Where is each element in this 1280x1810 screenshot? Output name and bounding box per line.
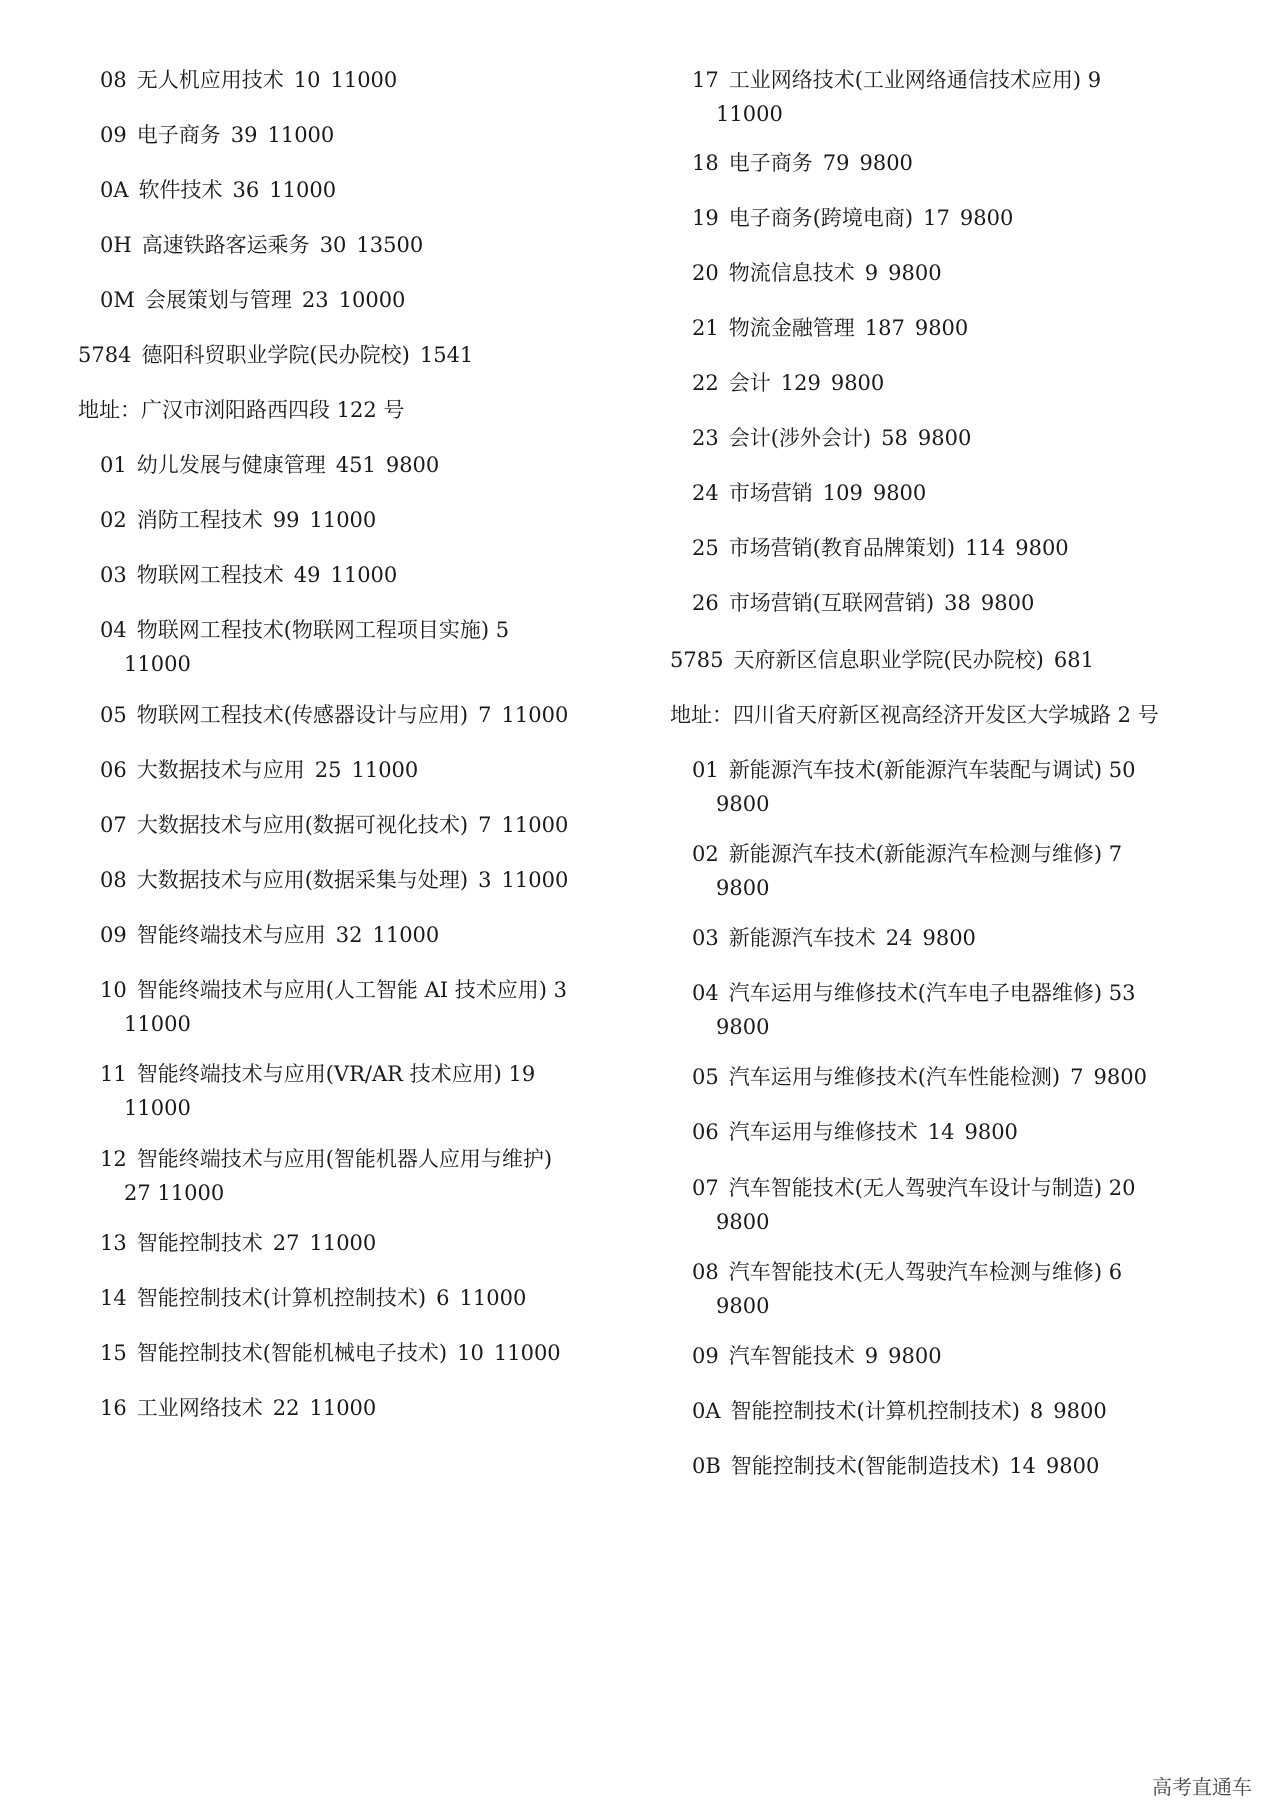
major-fee: 9800 [1015, 536, 1069, 560]
major-entry [100, 918, 439, 952]
major-entry [100, 283, 405, 317]
address-text: 地址：广汉市浏阳路西四段 122 号 [78, 398, 405, 422]
major-entry [100, 503, 376, 537]
school-address [670, 698, 1159, 732]
major-code: 05 [692, 1065, 719, 1089]
major-name: 电子商务 [136, 123, 221, 147]
major-line2: 27 11000 [124, 1181, 225, 1205]
major-code: 03 [100, 563, 127, 587]
major-code: 07 [100, 813, 127, 837]
major-count: 23 [301, 288, 329, 312]
major-count: 99 [272, 508, 300, 532]
major-code: 22 [692, 371, 719, 395]
major-entry [100, 808, 568, 842]
school-name: 德阳科贸职业学院(民办院校) [141, 343, 410, 367]
major-entry [100, 1226, 376, 1260]
major-code: 09 [100, 923, 127, 947]
major-code: 01 [100, 453, 127, 477]
major-entry [100, 173, 336, 207]
major-code: 13 [100, 1231, 127, 1255]
school-code: 5784 [78, 343, 132, 367]
major-code: 04 [100, 618, 127, 642]
major-fee: 9800 [922, 926, 976, 950]
major-fee: 11000 [267, 123, 335, 147]
major-entry [692, 201, 1013, 235]
major-count: 49 [293, 563, 321, 587]
major-entry [100, 973, 567, 1041]
major-entry [692, 1255, 1122, 1323]
major-fee: 11000 [309, 1396, 377, 1420]
major-entry [100, 118, 334, 152]
major-count: 79 [822, 151, 850, 175]
major-line1: 新能源汽车技术(新能源汽车装配与调试) 50 [728, 758, 1136, 782]
major-name: 汽车智能技术 [728, 1344, 855, 1368]
major-fee: 11000 [493, 1341, 561, 1365]
major-code: 09 [100, 123, 127, 147]
major-fee: 9800 [385, 453, 440, 477]
major-name: 市场营销(互联网营销) [728, 591, 935, 615]
major-entry [100, 448, 439, 482]
major-name: 智能控制技术 [136, 1231, 263, 1255]
major-count: 10 [457, 1341, 484, 1365]
major-code: 0B [692, 1454, 721, 1478]
major-count: 58 [881, 426, 908, 450]
major-count: 14 [927, 1120, 955, 1144]
major-count: 17 [923, 206, 950, 230]
major-count: 38 [944, 591, 971, 615]
major-line1: 智能终端技术与应用(人工智能 AI 技术应用) 3 [136, 978, 567, 1002]
major-name: 汽车运用与维修技术 [728, 1120, 918, 1144]
major-fee: 9800 [859, 151, 913, 175]
major-fee: 11000 [372, 923, 440, 947]
major-count: 7 [478, 813, 492, 837]
major-fee: 11000 [309, 1231, 377, 1255]
major-fee: 9800 [917, 426, 972, 450]
major-name: 智能控制技术(计算机控制技术) [730, 1399, 1020, 1423]
major-count: 27 [272, 1231, 300, 1255]
major-line1: 汽车智能技术(无人驾驶汽车检测与维修) 6 [728, 1260, 1123, 1284]
major-name: 会计 [728, 371, 771, 395]
major-fee: 9800 [964, 1120, 1018, 1144]
major-count: 14 [1009, 1454, 1036, 1478]
major-name: 工业网络技术 [136, 1396, 263, 1420]
major-count: 32 [335, 923, 363, 947]
major-count: 25 [314, 758, 342, 782]
major-code: 12 [100, 1147, 127, 1171]
major-code: 09 [692, 1344, 719, 1368]
major-code: 0M [100, 288, 135, 312]
major-name: 物联网工程技术(传感器设计与应用) [136, 703, 469, 727]
major-fee: 9800 [830, 371, 885, 395]
major-fee: 9800 [959, 206, 1014, 230]
major-name: 会展策划与管理 [144, 288, 292, 312]
major-name: 市场营销(教育品牌策划) [728, 536, 956, 560]
major-code: 08 [100, 868, 127, 892]
major-name: 大数据技术与应用(数据采集与处理) [136, 868, 469, 892]
major-fee: 9800 [1053, 1399, 1107, 1423]
school-heading [670, 643, 1094, 677]
major-entry [692, 256, 942, 290]
major-code: 04 [692, 981, 719, 1005]
major-count: 9 [864, 1344, 879, 1368]
major-entry [692, 311, 968, 345]
major-code: 23 [692, 426, 719, 450]
major-line1: 智能终端技术与应用(VR/AR 技术应用) 19 [136, 1062, 536, 1086]
major-code: 11 [100, 1062, 127, 1086]
major-code: 17 [692, 68, 719, 92]
major-name: 会计(涉外会计) [728, 426, 872, 450]
major-line2: 9800 [716, 1294, 770, 1318]
major-count: 24 [885, 926, 913, 950]
major-entry [692, 146, 913, 180]
major-count: 109 [822, 481, 863, 505]
major-entry [692, 921, 976, 955]
major-entry [100, 228, 423, 262]
major-code: 03 [692, 926, 719, 950]
major-line1: 物联网工程技术(物联网工程项目实施) 5 [136, 618, 510, 642]
major-entry [100, 1057, 535, 1125]
major-name: 大数据技术与应用 [136, 758, 305, 782]
major-name: 新能源汽车技术 [728, 926, 876, 950]
major-entry [100, 1281, 526, 1315]
major-code: 07 [692, 1176, 719, 1200]
major-entry [692, 1115, 1018, 1149]
major-count: 6 [436, 1286, 450, 1310]
major-line2: 9800 [716, 792, 770, 816]
address-text: 地址：四川省天府新区视高经济开发区大学城路 2 号 [670, 703, 1159, 727]
school-address [78, 393, 404, 427]
major-code: 16 [100, 1396, 127, 1420]
major-name: 智能控制技术(智能制造技术) [730, 1454, 1000, 1478]
major-entry [692, 366, 884, 400]
major-entry [692, 1171, 1136, 1239]
major-line2: 9800 [716, 1210, 770, 1234]
major-fee: 11000 [269, 178, 337, 202]
major-entry [692, 1339, 942, 1373]
major-name: 物流金融管理 [728, 316, 855, 340]
major-line2: 9800 [716, 876, 770, 900]
major-count: 451 [335, 453, 376, 477]
major-entry [100, 1391, 376, 1425]
major-code: 14 [100, 1286, 127, 1310]
major-line2: 11000 [124, 652, 191, 676]
major-fee: 11000 [351, 758, 419, 782]
major-line2: 11000 [124, 1012, 191, 1036]
major-code: 05 [100, 703, 127, 727]
major-count: 36 [232, 178, 260, 202]
major-line2: 11000 [124, 1096, 191, 1120]
major-fee: 9800 [1045, 1454, 1100, 1478]
major-fee: 10000 [338, 288, 406, 312]
major-code: 06 [692, 1120, 719, 1144]
major-line1: 智能终端技术与应用(智能机器人应用与维护) [136, 1147, 553, 1171]
major-code: 15 [100, 1341, 127, 1365]
major-code: 0A [100, 178, 129, 202]
major-name: 智能控制技术(智能机械电子技术) [136, 1341, 448, 1365]
major-entry [100, 1336, 561, 1370]
major-count: 187 [864, 316, 905, 340]
major-fee: 11000 [501, 813, 569, 837]
major-count: 9 [864, 261, 879, 285]
major-code: 19 [692, 206, 719, 230]
major-entry [692, 837, 1122, 905]
major-code: 25 [692, 536, 719, 560]
major-entry [100, 863, 568, 897]
major-entry [100, 613, 509, 681]
major-line1: 新能源汽车技术(新能源汽车检测与维修) 7 [728, 842, 1123, 866]
major-count: 7 [1070, 1065, 1084, 1089]
major-fee: 9800 [980, 591, 1035, 615]
major-code: 26 [692, 591, 719, 615]
major-entry [692, 1449, 1099, 1483]
major-name: 电子商务 [728, 151, 813, 175]
school-name: 天府新区信息职业学院(民办院校) [733, 648, 1044, 672]
major-name: 智能终端技术与应用 [136, 923, 326, 947]
major-code: 20 [692, 261, 719, 285]
major-fee: 11000 [309, 508, 377, 532]
major-entry [100, 698, 568, 732]
major-code: 02 [692, 842, 719, 866]
major-code: 08 [692, 1260, 719, 1284]
major-code: 18 [692, 151, 719, 175]
major-code: 08 [100, 68, 127, 92]
major-code: 24 [692, 481, 719, 505]
major-entry [100, 558, 397, 592]
major-code: 10 [100, 978, 127, 1002]
major-fee: 9800 [888, 1344, 942, 1368]
major-code: 01 [692, 758, 719, 782]
major-count: 39 [230, 123, 258, 147]
major-line2: 11000 [716, 102, 783, 126]
major-entry [692, 476, 926, 510]
major-entry [692, 63, 1101, 131]
school-code: 5785 [670, 648, 724, 672]
major-name: 物联网工程技术 [136, 563, 284, 587]
major-name: 物流信息技术 [728, 261, 855, 285]
major-name: 市场营销 [728, 481, 813, 505]
major-count: 129 [780, 371, 821, 395]
major-entry [692, 1394, 1107, 1428]
major-fee: 11000 [330, 563, 398, 587]
major-name: 智能控制技术(计算机控制技术) [136, 1286, 427, 1310]
school-total: 1541 [419, 343, 474, 367]
major-name: 幼儿发展与健康管理 [136, 453, 326, 477]
major-code: 02 [100, 508, 127, 532]
major-count: 7 [478, 703, 492, 727]
major-fee: 11000 [501, 703, 569, 727]
major-line1: 汽车智能技术(无人驾驶汽车设计与制造) 20 [728, 1176, 1136, 1200]
major-entry [692, 586, 1034, 620]
major-name: 高速铁路客运乘务 [141, 233, 310, 257]
major-fee: 9800 [888, 261, 942, 285]
major-entry [100, 753, 418, 787]
major-name: 软件技术 [138, 178, 223, 202]
major-code: 0H [100, 233, 132, 257]
major-entry [100, 63, 397, 97]
major-count: 22 [272, 1396, 300, 1420]
major-count: 8 [1029, 1399, 1044, 1423]
major-line2: 9800 [716, 1015, 770, 1039]
major-entry [692, 976, 1136, 1044]
major-name: 消防工程技术 [136, 508, 263, 532]
major-code: 06 [100, 758, 127, 782]
major-fee: 11000 [501, 868, 569, 892]
school-heading [78, 338, 473, 372]
major-name: 无人机应用技术 [136, 68, 284, 92]
major-entry [100, 1142, 552, 1210]
major-fee: 9800 [914, 316, 969, 340]
major-entry [692, 1060, 1147, 1094]
major-name: 汽车运用与维修技术(汽车性能检测) [728, 1065, 1061, 1089]
major-fee: 13500 [356, 233, 424, 257]
watermark: 高考直通车 [1152, 1775, 1252, 1799]
major-entry [692, 753, 1136, 821]
major-name: 电子商务(跨境电商) [728, 206, 914, 230]
major-count: 114 [965, 536, 1006, 560]
school-total: 681 [1053, 648, 1094, 672]
major-count: 30 [319, 233, 347, 257]
major-count: 3 [478, 868, 492, 892]
major-name: 大数据技术与应用(数据可视化技术) [136, 813, 469, 837]
major-entry [692, 421, 971, 455]
major-fee: 9800 [1093, 1065, 1147, 1089]
major-count: 10 [293, 68, 321, 92]
major-entry [692, 531, 1069, 565]
major-fee: 11000 [330, 68, 398, 92]
major-code: 21 [692, 316, 719, 340]
major-fee: 9800 [872, 481, 927, 505]
major-code: 0A [692, 1399, 721, 1423]
major-line1: 工业网络技术(工业网络通信技术应用) 9 [728, 68, 1102, 92]
major-fee: 11000 [459, 1286, 527, 1310]
major-line1: 汽车运用与维修技术(汽车电子电器维修) 53 [728, 981, 1136, 1005]
